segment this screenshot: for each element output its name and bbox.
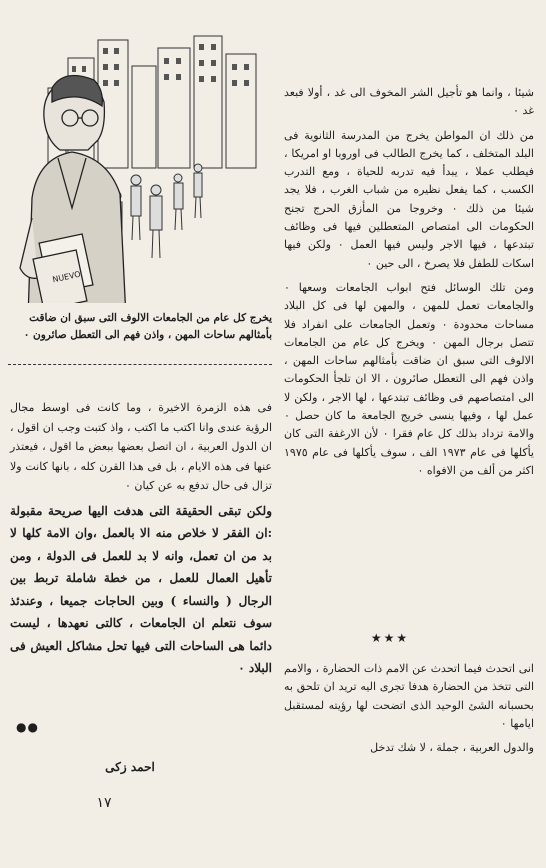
- page-number: ١٧: [96, 795, 112, 811]
- paragraph: والدول العربية ، جملة ، لا شك تدخل: [370, 741, 534, 755]
- paragraph: انى اتحدث فيما اتحدث عن الامم ذات الحضارة ، والامم التى تتخذ من الحضارة هدفا تجرى اليه تريد ان تلحق به بحسبانه الشئ الوحيد الذى اتضحت لها رؤيته لمستقبل ايامها ٠: [284, 662, 534, 730]
- paragraph: شيئا ، وانما هو تأجيل الشر المخوف الى غد ، أولا فبعد غد ٠: [284, 86, 534, 118]
- right-column-continued: [284, 660, 534, 763]
- right-column: [284, 84, 534, 486]
- end-of-article-mark: ●●: [16, 720, 39, 734]
- paragraph: ومن تلك الوسائل فتح ابواب الجامعات وسعها ٠ والجامعات تعمل للمهن ، والمهن لها فى كل البلاد مساحات محدودة ٠ وتعمل الجامعات على انفراد فلا تتصل برجال المهن ٠ ويخرج كل عام من الجامعات الالوف التى سبق ان ضاقت بأمثالهم ساحات المهن ، واذن فهم الى التعطل صائرون ، الا ان تلجأ الحكومات الى امتصاصهم فى وظائف تبتدعها ، لها الاجر ، ولكن لا عمل لها ، وفيها ينسى خريج الجامعة ما كان حصل ٠ والامة تزداد بذلك كل عام فقرا ٠ لأن الارغفة التى كان يأكلها فى عام ١٩٧٣ الف ، سوف يأكلها فى عام ١٩٧٥ اكثر من ألف من الافواه ٠: [284, 280, 535, 477]
- left-column: [10, 398, 272, 680]
- author-name: احمد زكى: [105, 760, 155, 774]
- section-separator-stars: ★★★: [370, 631, 410, 645]
- book-cover-text: NUEVO: [51, 269, 82, 285]
- paragraph: من ذلك ان المواطن يخرج من المدرسة الثانوية فى البلد المتخلف ، كما يخرج الطالب فى اوروبا او امريكا ، فيطلب عملا ، يبدأ فيه تدربه للحياة ، ومع التدرب الكسب ، كما يفعل نظيره من شباب الغرب ، فلا يجد شيئا من ذلك ٠ وخروجا من المأزق الحرج تجنح الحكومات الى امتصاص المتعطلين فيها فى وظائف تبتدعها ، فيها الاجر وليس فيها العمل ٠ ولكن فيها اسكات للطفل فلا يصرخ ، الى حين ٠: [284, 128, 535, 270]
- illustration-caption: يخرج كل عام من الجامعات الالوف التى سبق ان ضاقت بأمثالهم ساحات المهن ، واذن فهم الى التعطل صائرون ٠: [23, 312, 272, 341]
- conclusion-paragraph: ولكن تبقى الحقيقة التى هدفت اليها صريحة مقبولة :ان الفقر لا خلاص منه الا بالعمل ،وان الامة كلها لا بد من ان تعمل، وانه لا بد للعمل فى الدولة ، ومن تأهيل العمال للعمل ، من خطة شاملة تربط بين الرجال ( والنساء ) وبين الحاجات جميعا ، وعندئذ سوف نتعلم ان الجامعات ، كالتى نعهدها ، ليست دائما هى الساحات التى فيها تحل مشاكل العيش فى البلاد ٠: [10, 503, 272, 675]
- illustration-drawing: [8, 18, 270, 303]
- student-city-illustration: [8, 18, 270, 303]
- caption-divider: [8, 364, 272, 365]
- paragraph: فى هذه الزمرة الاخيرة ، وما كانت فى اوسط مجال الرؤية عندى وانا اكتب ما اكتب ، واذ كتبت وجب ان اقول ، ان الدول العربية ، ان اتصل بعضها ببعض ما اقول ، فيعتذر عنها فى هذه الايام ، بل فى هذا القرن كله ، بانها كانت ولا تزال فى حال تدفع به عن كيان ٠: [10, 401, 272, 492]
